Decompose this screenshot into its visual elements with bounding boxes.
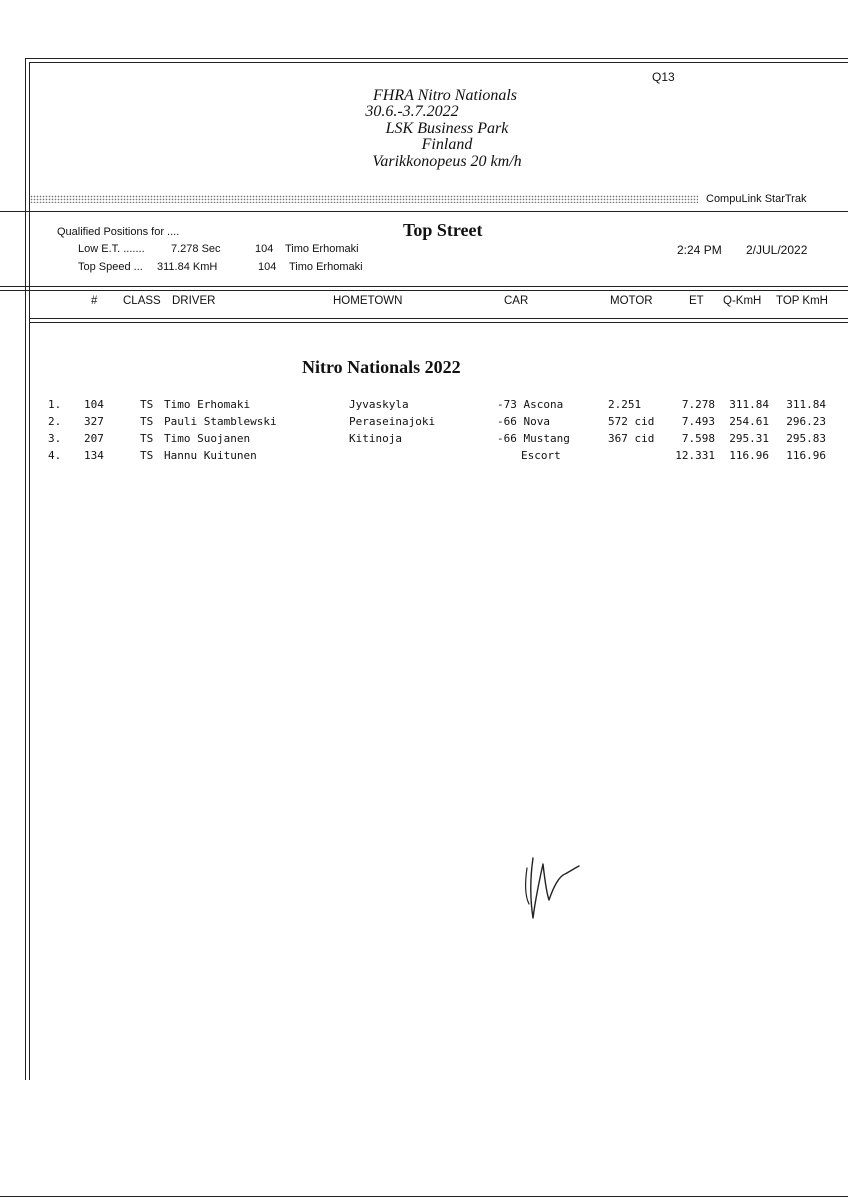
row-num: 134 [84,449,104,462]
row-driver: Timo Suojanen [164,432,251,445]
row-et: 12.331 [675,449,715,462]
row-motor: 572 cid [608,415,655,428]
table-row [0,415,848,432]
top-speed-driver: Timo Erhomaki [289,261,363,273]
row-qkmh: 116.96 [729,449,769,462]
row-class: TS [140,398,154,411]
qualified-heading: Qualified Positions for .... [57,226,180,238]
col-driver: DRIVER [172,295,216,307]
separator-line-5 [29,322,848,323]
bottom-line [0,1196,848,1197]
col-qkmh: Q-KmH [723,295,762,307]
row-et: 7.278 [681,398,715,411]
separator-line-2 [0,286,848,287]
low-et-value: 7.278 Sec [171,243,221,255]
table-row [0,398,848,415]
row-pos: 4. [48,449,62,462]
row-pos: 1. [48,398,62,411]
top-speed-car: 104 [258,261,277,273]
dotted-separator [30,195,698,203]
top-border-inner [29,62,848,63]
left-border-inner [29,62,30,1080]
row-motor: 2.251 [608,398,642,411]
col-hometown: HOMETOWN [333,295,403,307]
col-class: CLASS [123,295,161,307]
col-motor: MOTOR [610,295,653,307]
top-border-outer [25,58,848,59]
row-qkmh: 311.84 [729,398,769,411]
event-dates: 30.6.-3.7.2022 [365,103,459,120]
col-et: ET [689,295,704,307]
row-qkmh: 295.31 [729,432,769,445]
col-car: CAR [504,295,529,307]
top-speed-label: Top Speed ... [78,261,143,273]
row-driver: Timo Erhomaki [164,398,251,411]
signature [515,852,585,922]
low-et-driver: Timo Erhomaki [285,243,359,255]
row-topkmh: 311.84 [786,398,826,411]
row-hometown: Kitinoja [349,432,402,445]
row-car: Escort [521,449,561,462]
row-hometown: Jyvaskyla [349,398,409,411]
event-pit-speed: Varikkonopeus 20 km/h [372,153,522,170]
section-title: Nitro Nationals 2022 [302,357,461,377]
col-num: # [91,295,98,307]
event-country: Finland [421,136,473,153]
class-title: Top Street [403,220,483,240]
row-hometown: Peraseinajoki [349,415,436,428]
table-row [0,449,848,466]
separator-line-1 [0,211,848,212]
row-topkmh: 295.83 [786,432,826,445]
row-pos: 3. [48,432,62,445]
row-class: TS [140,415,154,428]
row-motor: 367 cid [608,432,655,445]
row-driver: Pauli Stamblewski [164,415,277,428]
row-qkmh: 254.61 [729,415,769,428]
separator-line-3 [0,290,848,291]
row-car: -66 Mustang [497,432,570,445]
row-driver: Hannu Kuitunen [164,449,257,462]
row-et: 7.598 [681,432,715,445]
row-num: 327 [84,415,104,428]
low-et-label: Low E.T. ....... [78,243,145,255]
row-car: -73 Ascona [497,398,564,411]
separator-line-4 [29,318,848,319]
page-code: Q13 [652,70,675,84]
event-name: FHRA Nitro Nationals [372,87,517,104]
row-car: -66 Nova [497,415,550,428]
vendor-label: CompuLink StarTrak [706,193,807,205]
low-et-car: 104 [255,243,274,255]
event-venue: LSK Business Park [385,120,509,137]
top-speed-value: 311.84 KmH [157,261,218,273]
row-topkmh: 296.23 [786,415,826,428]
row-class: TS [140,449,154,462]
row-num: 104 [84,398,104,411]
row-topkmh: 116.96 [786,449,826,462]
table-row [0,432,848,449]
col-topkmh: TOP KmH [776,295,828,307]
row-num: 207 [84,432,104,445]
report-date: 2/JUL/2022 [746,243,808,257]
row-pos: 2. [48,415,62,428]
row-et: 7.493 [681,415,715,428]
row-class: TS [140,432,154,445]
report-time: 2:24 PM [677,243,722,257]
